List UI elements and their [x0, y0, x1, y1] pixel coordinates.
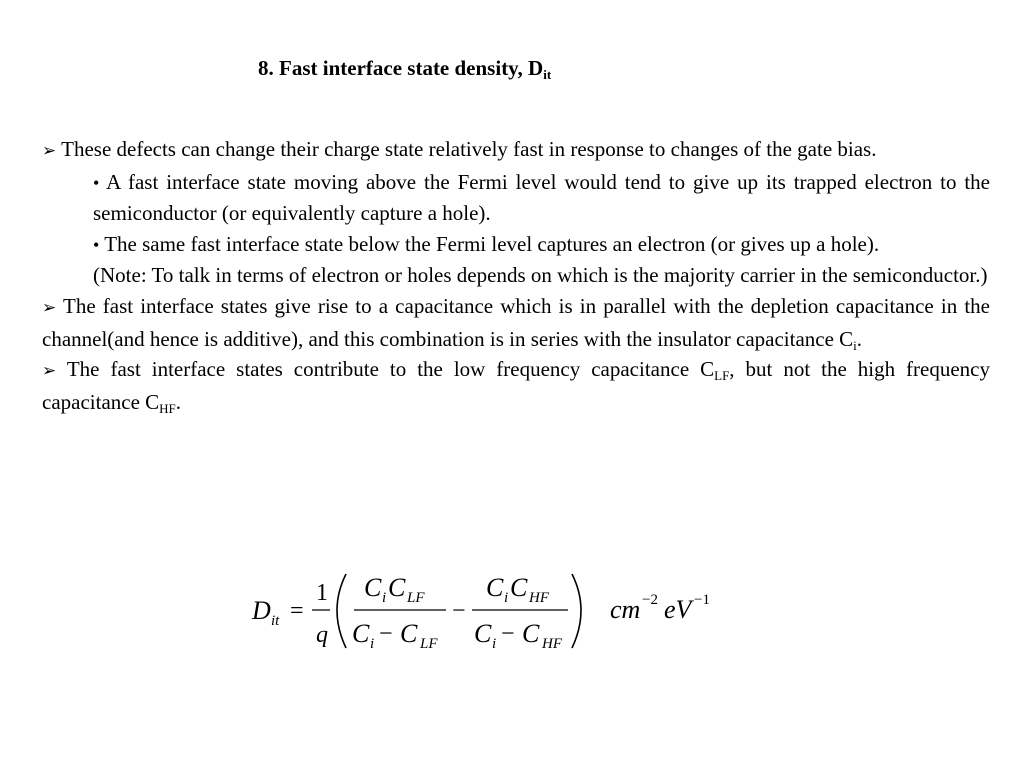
formula-HF: HF [542, 636, 562, 652]
bullet-2-text: The fast interface states give rise to a capacitance which is in parallel with the depletion capacitance in the channel(and hence is additive), and this combination is in series with the insulator capacitance C [42, 293, 990, 351]
formula-cm: cm [610, 595, 641, 624]
formula-C: C [510, 573, 528, 602]
bullet-3-end: . [175, 389, 182, 414]
bullet-3 [42, 354, 990, 417]
arrow-bullet-icon: ➢ [42, 141, 57, 161]
slide-body [42, 134, 990, 417]
right-paren [572, 574, 581, 648]
formula-i: i [504, 590, 509, 606]
sub-bullet-1 [42, 167, 990, 229]
formula-C: C [486, 573, 504, 602]
left-paren [337, 574, 346, 648]
formula-C: C [352, 619, 370, 648]
sub-bullet-2-text: The same fast interface state below the Fermi level captures an electron (or gives up a hole). [104, 231, 880, 256]
formula-D: D [252, 596, 271, 625]
formula-LF: LF [407, 590, 425, 606]
formula-neg1: −1 [694, 592, 710, 608]
formula-C: C [388, 573, 406, 602]
bullet-1 [42, 134, 990, 167]
sub-bullet-2 [42, 229, 990, 261]
formula-i: i [382, 590, 387, 606]
formula-i: i [492, 636, 497, 652]
formula-it: it [271, 613, 280, 629]
bullet-3-text-b: , but not the high frequency capacitance C [42, 357, 991, 414]
dot-bullet-icon: • [93, 234, 100, 255]
sub-bullet-1-text: A fast interface state moving above the Fermi level would tend to give up its trapped electron to the semiconductor (or equivalently capture a hole). [93, 169, 990, 226]
formula-LF: LF [420, 636, 438, 652]
title-text: 8. Fast interface state density, D [258, 56, 544, 80]
formula-i: i [370, 636, 375, 652]
formula-minus: − [501, 621, 515, 647]
title-subscript: it [543, 67, 552, 82]
bullet-2 [42, 291, 990, 354]
formula-one: 1 [316, 580, 328, 606]
page-title [258, 56, 551, 81]
note-text: (Note: To talk in terms of electron or holes depends on which is the majority carrier in the semiconductor.) [93, 263, 988, 288]
formula-C: C [522, 619, 540, 648]
formula-HF: HF [529, 590, 549, 606]
formula-C: C [364, 573, 382, 602]
bullet-1-text: These defects can change their charge state relatively fast in response to changes of the gate bias. [61, 137, 877, 161]
formula-minus: − [379, 621, 393, 647]
arrow-bullet-icon: ➢ [42, 361, 57, 382]
bullet-3-subscript-b: HF [159, 400, 176, 416]
formula-C: C [400, 619, 418, 648]
bullet-2-end: . [856, 326, 863, 351]
formula-equals: = [290, 598, 304, 624]
arrow-bullet-icon: ➢ [42, 297, 57, 318]
formula [246, 562, 726, 662]
formula-neg2: −2 [642, 592, 658, 608]
formula-C: C [474, 619, 492, 648]
formula-q: q [316, 622, 328, 648]
bullet-3-subscript-a: LF [714, 368, 730, 384]
formula-minus: − [452, 598, 466, 624]
formula-eV: eV [664, 595, 692, 624]
formula-svg [246, 562, 726, 662]
dot-bullet-icon: • [93, 172, 100, 193]
bullet-3-text-a: The fast interface states contribute to the low frequency capacitance C [66, 357, 715, 382]
bullet-2-subscript: i [853, 337, 857, 353]
